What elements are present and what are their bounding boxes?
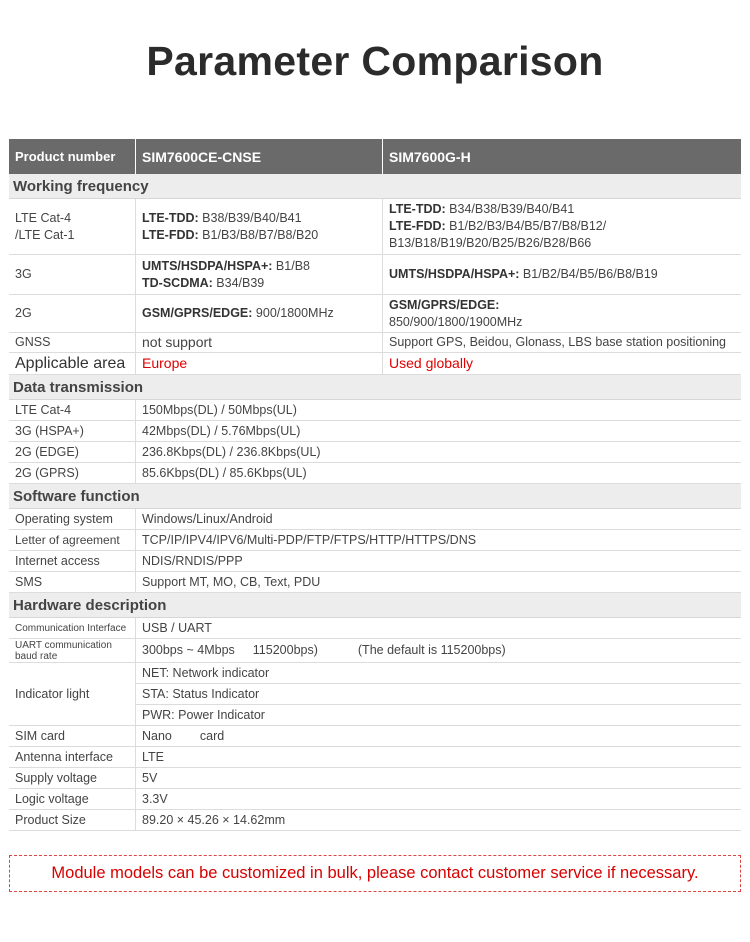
row-label: Indicator light bbox=[9, 663, 136, 725]
row-value: 236.8Kbps(DL) / 236.8Kbps(UL) bbox=[142, 444, 321, 459]
row-label: SMS bbox=[9, 572, 136, 592]
row-label: 2G (EDGE) bbox=[9, 442, 136, 462]
comparison-table bbox=[9, 139, 741, 831]
row-label: 3G bbox=[9, 255, 136, 294]
section-data-transmission: Data transmission bbox=[9, 375, 741, 400]
table-row bbox=[9, 572, 741, 593]
area-value-a: Europe bbox=[136, 353, 383, 374]
row-label: Supply voltage bbox=[9, 768, 136, 788]
row-value: 42Mbps(DL) / 5.76Mbps(UL) bbox=[142, 423, 301, 438]
header-model-b: SIM7600G-H bbox=[389, 148, 471, 165]
table-row bbox=[9, 551, 741, 572]
row-label: Operating system bbox=[9, 509, 136, 529]
row-label: LTE Cat-4 bbox=[9, 400, 136, 420]
indicator-values bbox=[136, 663, 741, 725]
3g-value-b: UMTS/HSDPA/HSPA+: B1/B2/B4/B5/B6/B8/B19 bbox=[389, 267, 658, 281]
row-value: USB / UART bbox=[142, 620, 212, 635]
section-software-function: Software function bbox=[9, 484, 741, 509]
row-label: 2G (GPRS) bbox=[9, 463, 136, 483]
table-row bbox=[9, 400, 741, 421]
row-value: TCP/IP/IPV4/IPV6/Multi-PDP/FTP/FTPS/HTTP/HTTPS/DNS bbox=[142, 532, 477, 547]
row-value: Support MT, MO, CB, Text, PDU bbox=[142, 574, 321, 589]
table-row bbox=[9, 509, 741, 530]
gnss-value-b: Support GPS, Beidou, Glonass, LBS base station positioning bbox=[389, 335, 727, 349]
table-row-indicator bbox=[9, 663, 741, 726]
row-label: Applicable area bbox=[9, 353, 136, 374]
row-label: 2G bbox=[9, 295, 136, 332]
row-label: UART communication baud rate bbox=[9, 639, 136, 662]
header-product-number: Product number bbox=[9, 139, 136, 174]
row-value: 150Mbps(DL) / 50Mbps(UL) bbox=[142, 402, 297, 417]
row-label: Logic voltage bbox=[9, 789, 136, 809]
table-row-lte bbox=[9, 199, 741, 255]
customization-notice: Module models can be customized in bulk, please contact customer service if necessary. bbox=[9, 855, 741, 892]
row-label: Antenna interface bbox=[9, 747, 136, 767]
row-value: 85.6Kbps(DL) / 85.6Kbps(UL) bbox=[142, 465, 307, 480]
gnss-value-a: not support bbox=[136, 333, 383, 352]
row-label: Product Size bbox=[9, 810, 136, 830]
row-value: LTE bbox=[142, 749, 164, 764]
row-label: GNSS bbox=[9, 333, 136, 352]
table-row bbox=[9, 726, 741, 747]
table-row bbox=[9, 810, 741, 831]
row-label: SIM card bbox=[9, 726, 136, 746]
section-hardware-description: Hardware description bbox=[9, 593, 741, 618]
header-model-a: SIM7600CE-CNSE bbox=[136, 139, 383, 174]
table-row-area bbox=[9, 353, 741, 375]
table-row bbox=[9, 463, 741, 484]
row-value: Nano card bbox=[142, 728, 225, 743]
table-row bbox=[9, 768, 741, 789]
table-row-3g bbox=[9, 255, 741, 295]
table-row bbox=[9, 442, 741, 463]
table-row bbox=[9, 421, 741, 442]
section-working-frequency: Working frequency bbox=[9, 174, 741, 199]
indicator-pwr: PWR: Power Indicator bbox=[142, 708, 265, 722]
row-label: Communication Interface bbox=[9, 618, 136, 638]
table-row bbox=[9, 789, 741, 810]
page-title: Parameter Comparison bbox=[146, 38, 604, 84]
row-value: 89.20 × 45.26 × 14.62mm bbox=[142, 812, 286, 827]
row-value: NDIS/RNDIS/PPP bbox=[142, 553, 243, 568]
row-label: LTE Cat-4 /LTE Cat-1 bbox=[9, 199, 136, 254]
table-row-baud bbox=[9, 639, 741, 663]
table-row bbox=[9, 747, 741, 768]
indicator-sta: STA: Status Indicator bbox=[136, 684, 741, 705]
row-value: 5V bbox=[142, 770, 158, 785]
table-row-gnss bbox=[9, 333, 741, 353]
table-row bbox=[9, 530, 741, 551]
table-row-comm bbox=[9, 618, 741, 639]
row-value: Windows/Linux/Android bbox=[142, 511, 273, 526]
lte-value-b: LTE-TDD: B34/B38/B39/B40/B41 LTE-FDD: B1/B2/B3/B4/B5/B7/B8/B12/ B13/B18/B19/B20/B25/B26/B28/B66 bbox=[389, 202, 607, 250]
row-label: Letter of agreement bbox=[9, 530, 136, 550]
row-value: 3.3V bbox=[142, 791, 168, 806]
table-row-2g bbox=[9, 295, 741, 333]
indicator-net: NET: Network indicator bbox=[136, 663, 741, 684]
table-header bbox=[9, 139, 741, 174]
3g-value-a: UMTS/HSDPA/HSPA+: B1/B8 TD-SCDMA: B34/B39 bbox=[136, 255, 383, 294]
lte-value-a: LTE-TDD: B38/B39/B40/B41 LTE-FDD: B1/B3/B8/B7/B8/B20 bbox=[136, 199, 383, 254]
row-label: Internet access bbox=[9, 551, 136, 571]
2g-value-a: GSM/GPRS/EDGE: 900/1800MHz bbox=[136, 295, 383, 332]
row-label: 3G (HSPA+) bbox=[9, 421, 136, 441]
row-value: 300bps ~ 4Mbps 115200bps) (The default is 115200bps) bbox=[142, 643, 506, 657]
2g-value-b: GSM/GPRS/EDGE: 850/900/1800/1900MHz bbox=[389, 297, 523, 329]
area-value-b: Used globally bbox=[389, 355, 474, 371]
